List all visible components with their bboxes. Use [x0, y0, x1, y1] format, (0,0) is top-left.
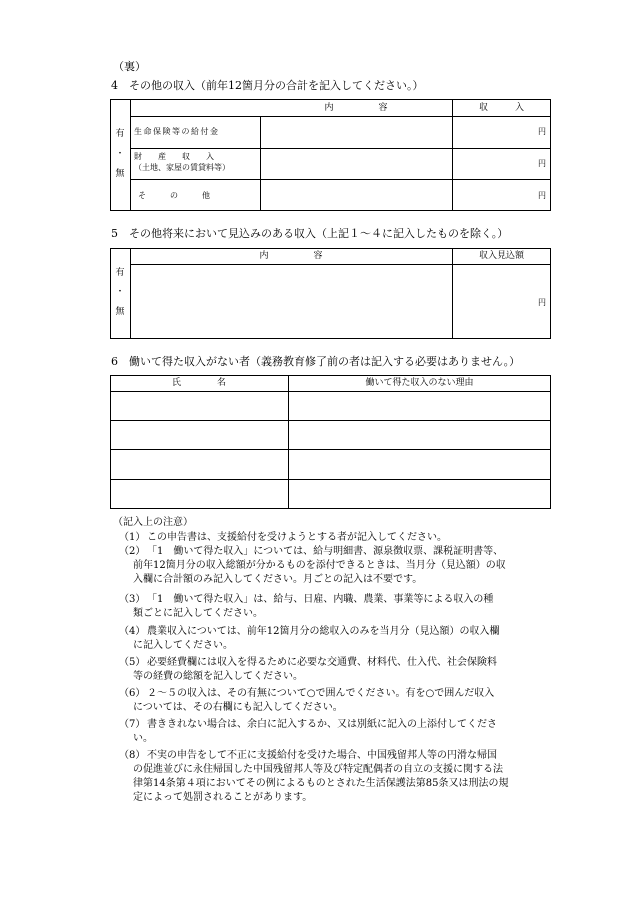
- section6-reason-field[interactable]: [289, 392, 550, 419]
- section4-dot: ・: [115, 149, 125, 159]
- section6-name-field[interactable]: [111, 392, 287, 419]
- section5-col-income: 収入見込額: [478, 251, 524, 261]
- row-property-income-content[interactable]: [261, 149, 451, 178]
- section4-no-mark[interactable]: 無: [115, 169, 125, 179]
- note-item: （7） 書ききれない場合は、余白に記入するか、又は別紙に記入の上添付してくださ: [119, 719, 497, 730]
- section4-col-income: 収 入: [478, 103, 524, 113]
- section6-reason-field[interactable]: [289, 421, 550, 448]
- note-item: （1） この申告書は、支援給付を受けようとする者が記入してください。: [119, 532, 447, 543]
- row-other-label: そ の 他: [138, 191, 210, 200]
- note-line: 定によって処罰されることがあります。: [133, 792, 313, 803]
- section5-amount-field[interactable]: 円: [538, 298, 546, 307]
- note-line: 等の経費の総額を記入してください。: [133, 671, 303, 682]
- section5-yes-mark[interactable]: 有: [115, 268, 125, 278]
- section4-heading: 4 その他の収入（前年12箇月分の合計を記入してください。）: [111, 79, 424, 92]
- row-life-insurance-amount[interactable]: 円: [538, 127, 546, 136]
- section5-heading: 5 その他将来において見込みのある収入（上記１～４に記入したものを除く。）: [111, 227, 509, 240]
- page-marker: （裏）: [113, 60, 146, 73]
- section6-name-field[interactable]: [111, 421, 287, 448]
- row-other-amount[interactable]: 円: [538, 191, 546, 200]
- section6-table: [110, 375, 551, 509]
- section5-content-field[interactable]: [131, 265, 451, 338]
- notes-title: （記入上の注意）: [113, 517, 193, 528]
- section6-col-reason: 働いて得た収入のない理由: [365, 378, 474, 388]
- note-item: （8） 不実の申告をして不正に支援給付を受けた場合、中国残留邦人等の円滑な帰国: [119, 750, 497, 761]
- note-line: の促進並びに永住帰国した中国残留邦人等及び特定配偶者の自立の支援に関する法: [133, 764, 503, 775]
- section6-heading: 6 働いて得た収入がない者（義務教育修了前の者は記入する必要はありません。）: [111, 355, 521, 368]
- section5-table: [110, 248, 551, 339]
- note-item: （4） 農業収入については、前年12箇月分の総収入のみを当月分（見込額）の収入欄: [119, 626, 500, 637]
- section6-col-name: 氏 名: [171, 378, 226, 388]
- section4-yes-mark[interactable]: 有: [115, 129, 125, 139]
- section5-col-content: 内 容: [259, 251, 323, 261]
- note-item: （3） 「1 働いて得た収入」は、給与、日雇、内職、農業、事業等による収入の種: [119, 594, 494, 605]
- note-item: （5） 必要経費欄には収入を得るために必要な交通費、材料代、仕入代、社会保険料: [119, 657, 497, 668]
- section4-col-content: 内 容: [324, 103, 388, 113]
- section4-table: [110, 99, 551, 211]
- section6-name-field[interactable]: [111, 450, 287, 478]
- note-line: い。: [133, 733, 153, 744]
- note-line: 類ごとに記入してください。: [133, 608, 263, 619]
- row-property-income-sub: （土地、家屋の賃貸料等）: [134, 163, 230, 172]
- note-line: 律第14条第４項においてその例によるものとされた生活保護法第85条又は刑法の規: [133, 778, 509, 789]
- note-line: に記入してください。: [133, 640, 233, 651]
- note-line: については、その右欄にも記入してください。: [133, 702, 343, 713]
- section5-dot: ・: [115, 287, 125, 297]
- section5-no-mark[interactable]: 無: [115, 307, 125, 317]
- note-line: 前年12箇月分の収入総額が分かるものを添付できるときは、当月分（見込額）の収: [133, 560, 506, 571]
- row-other-content[interactable]: [261, 180, 451, 210]
- note-item: （6） ２～５の収入は、その有無について○で囲んでください。有を○で囲んだ収入: [119, 688, 495, 699]
- section6-name-field[interactable]: [111, 480, 287, 508]
- section6-reason-field[interactable]: [289, 450, 550, 478]
- row-life-insurance-label: 生命保険等の給付金: [134, 127, 220, 136]
- section6-reason-field[interactable]: [289, 480, 550, 508]
- note-line: 入欄に合計額のみ記入してください。月ごとの記入は不要です。: [133, 574, 423, 585]
- row-life-insurance-content[interactable]: [261, 117, 451, 147]
- row-property-income-label: 財 産 収 入: [134, 152, 214, 161]
- row-property-income-amount[interactable]: 円: [538, 159, 546, 168]
- note-item: （2） 「1 働いて得た収入」については、給与明細書、源泉徴収票、課税証明書等、: [119, 546, 504, 557]
